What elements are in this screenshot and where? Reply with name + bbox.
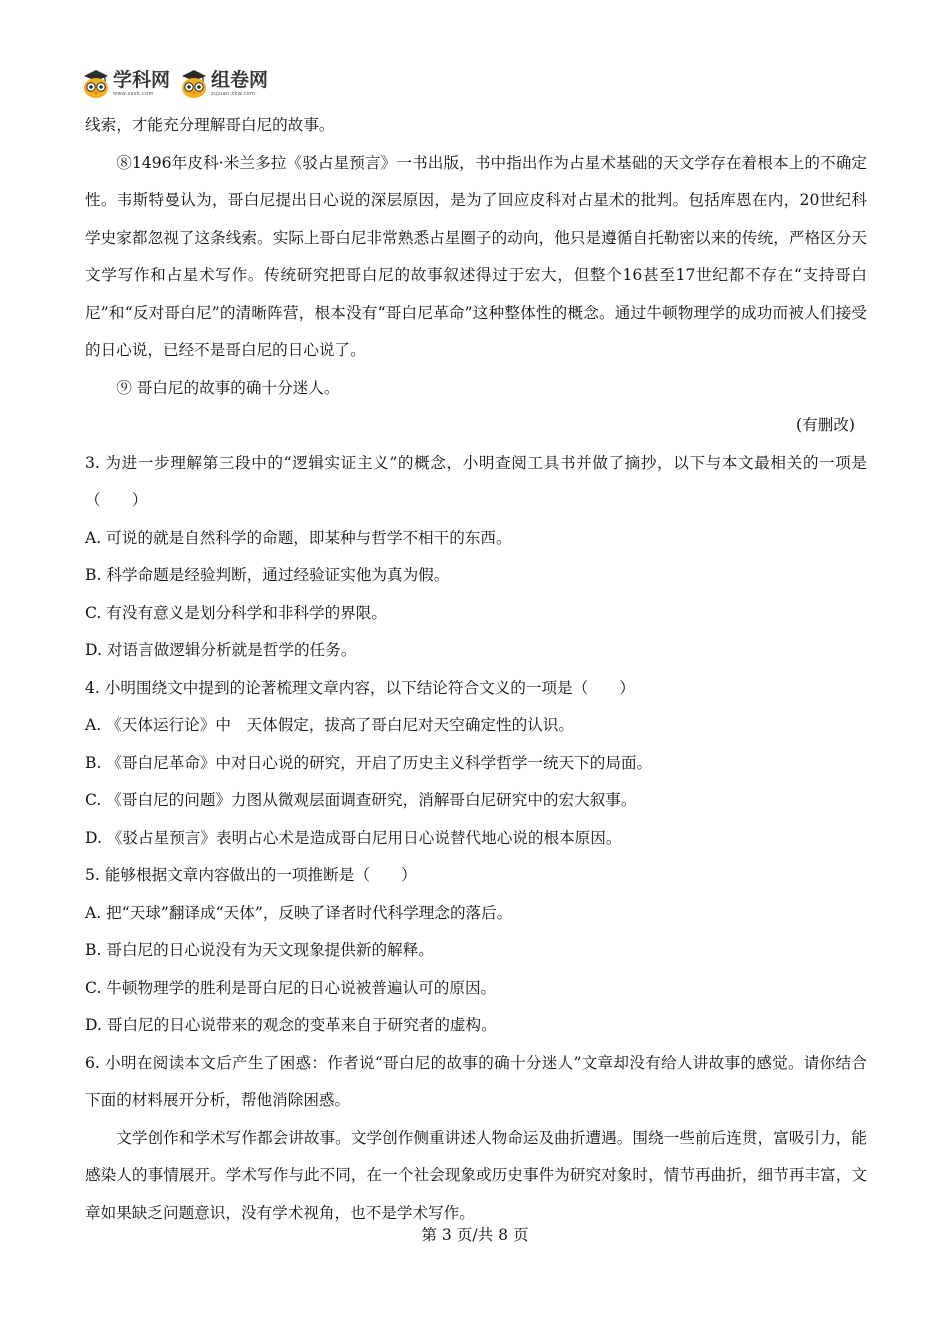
question-6 [85,1045,867,1120]
page-content [85,107,867,1232]
option-d: D. 哥白尼的日心说带来的观念的变革来自于研究者的虚构。 [85,1016,497,1034]
option-a: A. 把“天球”翻译成“天体”，反映了译者时代科学理念的落后。 [85,903,513,922]
option-a: A. 《天体运行论》中 天体假定，拔高了哥白尼对天空确定性的认识。 [85,716,574,734]
option-a: A. 可说的就是自然科学的命题，即某种与哲学不相干的东西。 [85,528,512,547]
page-footer: 第 3 页/共 8 页 [421,1226,529,1244]
option-c: C. 牛顿物理学的胜利是哥白尼的日心说被普遍认可的原因。 [85,978,497,997]
logo-url: www.zxxk.com [113,91,154,97]
option-b: B. 哥白尼的日心说没有为天文现象提供新的解释。 [85,941,434,959]
material-paragraph: 文学创作和学术写作都会讲故事。文学创作侧重讲述人物命运及曲折遭遇。围绕一些前后连贯，富吸引力，能感染人的事情展开。学术写作与此不同，在一个社会现象或历史事件为研究对象时，情节再曲折，细节再丰富，文章如果缺乏问题意识，没有学术视角，也不是学术写作。 [85,1128,867,1222]
abridged-note: (有删改) [796,416,855,434]
logo-zxxk[interactable] [82,69,170,99]
owl-mascot-icon [180,69,208,99]
question-3 [85,445,867,670]
option-b: B. 科学命题是经验判断，通过经验证实他为真为假。 [85,566,450,584]
question-stem: 3. 为进一步理解第三段中的“逻辑实证主义”的概念，小明查阅工具书并做了摘抄，以下与本文最相关的一项是（ ） [85,453,867,509]
question-4 [85,670,867,858]
option-b: B. 《哥白尼革命》中对日心说的研究，开启了历史主义科学哲学一统天下的局面。 [85,753,653,772]
option-c: C. 《哥白尼的问题》力图从微观层面调查研究，消解哥白尼研究中的宏大叙事。 [85,791,637,809]
question-5 [85,857,867,1045]
passage-continuation: 线索，才能充分理解哥白尼的故事。 [85,116,335,134]
passage-paragraph-9: ⑨ 哥白尼的故事的确十分迷人。 [116,378,340,397]
question-stem: 6. 小明在阅读本文后产生了困惑：作者说“哥白尼的故事的确十分迷人”文章却没有给人讲故事的感觉。请你结合下面的材料展开分析，帮他消除困惑。 [85,1053,867,1109]
question-stem: 5. 能够根据文章内容做出的一项推断是（ ） [85,866,417,884]
passage-paragraph-8: ⑧1496年皮科·米兰多拉《驳占星预言》一书出版，书中指出作为占星术基础的天文学存在着根本上的不确定性。韦斯特曼认为，哥白尼提出日心说的深层原因，是为了回应皮科对占星术的批判。包括库恩在内，20世纪科学史家都忽视了这条线索。实际上哥白尼非常熟悉占星圈子的动向，他只是遵循自托勒密以来的传统，严格区分天文学写作和占星术写作。传统研究把哥白尼的故事叙述得过于宏大，但整个16甚至17世纪都不存在“支持哥白尼”和“反对哥白尼”的清晰阵营，根本没有“哥白尼革命”这种整体性的概念。通过牛顿物理学的成功而被人们接受的日心说，已经不是哥白尼的日心说了。 [85,153,867,359]
logo-name: 学科网 [113,69,171,91]
option-c: C. 有没有意义是划分科学和非科学的界限。 [85,603,387,622]
owl-mascot-icon [82,69,110,99]
question-stem: 4. 小明围绕文中提到的论著梳理文章内容，以下结论符合文义的一项是（ ） [85,678,636,697]
option-d: D. 《驳占星预言》表明占心术是造成哥白尼用日心说替代地心说的根本原因。 [85,828,622,847]
logo-zujuan[interactable] [180,69,268,99]
logo-name: 组卷网 [211,69,269,91]
logo-url: zujuan.xkw.com [211,91,256,97]
option-d: D. 对语言做逻辑分析就是哲学的任务。 [85,641,357,659]
site-header [82,66,268,102]
